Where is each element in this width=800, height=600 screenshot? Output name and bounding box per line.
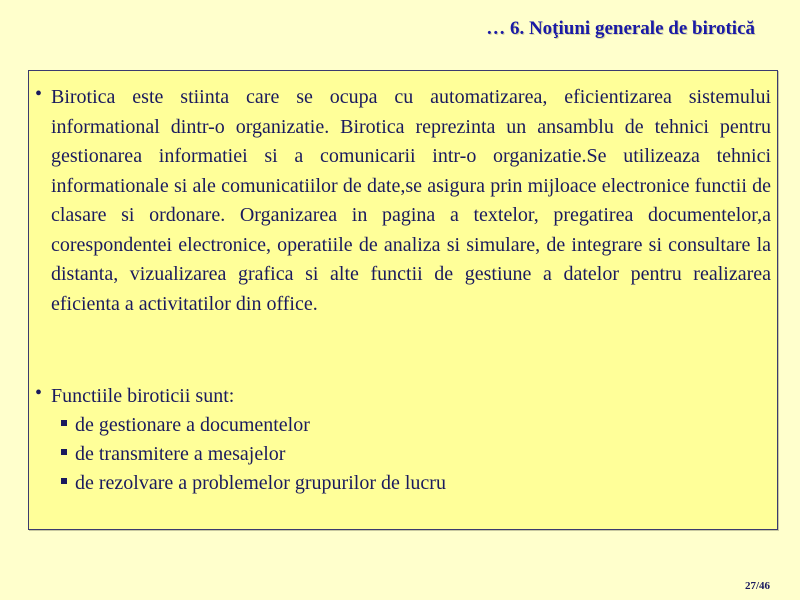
content-box [28,70,778,530]
paragraph-functions-intro: Functiile biroticii sunt: [51,385,235,407]
sub-item [61,411,310,441]
sub-item-label: de transmitere a mesajelor [75,443,286,465]
sub-item [61,440,285,470]
page-number: 27/46 [744,580,770,592]
paragraph-birotica-definition: Birotica este stiinta care se ocupa cu automatizarea, eficientizarea sistemului informational dintr-o organizatie. Birotica reprezinta un ansamblu de tehnici pentru gestionarea informatiei si a comunicarii intr-o organizatie.Se utilizeaza tehnici informationale si ale comunicatiilor de date,se asigura prin mijloace electronice functii de clasare si ordonare. Organizarea in pagina a textelor, pregatirea documentelor,a corespondentei electronice, operatiile de analiza si simulare, de integrare si consultare la distanta, vizualizarea grafica si alte functii de gestiune a datelor pentru realizarea eficienta a activitatilor din office. [51,86,771,315]
square-bullet-icon [61,420,67,426]
sub-item-label: de gestionare a documentelor [75,414,310,436]
square-bullet-icon [61,449,67,455]
slide-title: … 6. Noţiuni generale de birotică [486,18,755,39]
sub-item-label: de rezolvare a problemelor grupurilor de lucru [75,472,446,494]
bullet-2: • [35,382,43,404]
bullet-1: • [35,83,43,105]
square-bullet-icon [61,478,67,484]
sub-item [61,469,446,499]
